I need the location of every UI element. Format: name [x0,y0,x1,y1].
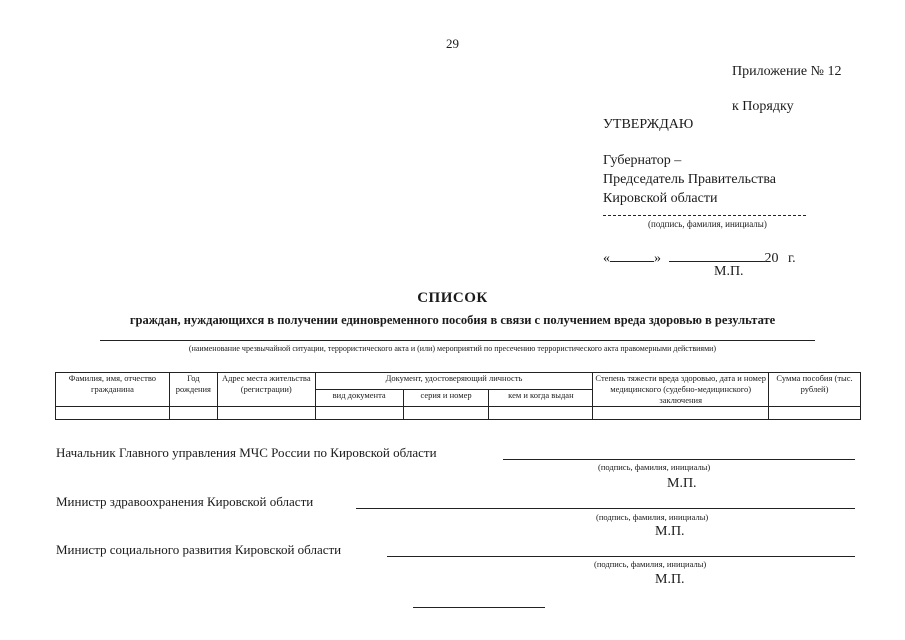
signature-stamp: М.П. [655,524,685,539]
appendix-reference: к Порядку [732,99,794,114]
event-caption: (наименование чрезвычайной ситуации, террористического акта и (или) мероприятий по пресечению террористического акта правомерными действиями) [188,344,717,353]
end-of-document-line [413,607,545,608]
signature-stamp: М.П. [655,572,685,587]
signatory-title: Начальник Главного управления МЧС России по Кировской области [56,445,437,460]
approver-position-line: Кировской области [603,191,718,206]
table-cell [769,407,861,420]
approver-position-line: Председатель Правительства [603,172,776,187]
column-header-doc-series: серия и номер [403,390,489,407]
signature-line [387,556,855,557]
signatory-title: Министр социального развития Кировской области [56,542,342,557]
signature-stamp: М.П. [667,476,697,491]
table-cell [217,407,315,420]
approver-position-line: Губернатор – [603,153,682,168]
signatory-title: Министр здравоохранения Кировской области [56,494,314,509]
signature-caption: (подпись, фамилия, инициалы) [598,462,711,472]
document-subtitle: граждан, нуждающихся в получении единовременного пособия в связи с получением вреда здоровью в результате [129,313,776,327]
approval-date [603,249,796,267]
table-cell [403,407,489,420]
event-fill-line [100,340,815,341]
approver-position [603,151,776,208]
date-quote-open: « [603,251,610,266]
table-cell [593,407,769,420]
approver-signature-caption: (подпись, фамилия, инициалы) [648,219,767,229]
date-year: 20 [764,251,779,266]
table-cell [56,407,170,420]
date-day-blank [610,249,654,262]
page-number: 29 [446,36,459,51]
column-header-birth-year: Год рождения [169,373,217,407]
column-header-address: Адрес места жительства (регистрации) [217,373,315,407]
column-header-doc-type: вид документа [315,390,403,407]
appendix-number: Приложение № 12 [732,64,842,79]
table-row [56,407,861,420]
column-header-doc-issued: кем и когда выдан [489,390,593,407]
date-quote-close: » [654,251,661,266]
citizens-table [55,372,861,420]
signature-caption: (подпись, фамилия, инициалы) [596,512,709,522]
signature-line [356,508,855,509]
column-header-amount: Сумма пособия (тыс. рублей) [769,373,861,407]
signature-caption: (подпись, фамилия, инициалы) [594,559,707,569]
column-header-identity-document: Документ, удостоверяющий личность [315,373,593,390]
table-cell [489,407,593,420]
document-title: СПИСОК [417,290,488,306]
approval-heading: УТВЕРЖДАЮ [603,117,694,132]
signature-line [503,459,855,460]
date-suffix: г. [788,251,796,266]
approver-signature-line [603,215,806,216]
column-header-name: Фамилия, имя, отчество гражданина [56,373,170,407]
date-month-blank [669,249,765,262]
table-cell [169,407,217,420]
column-header-severity: Степень тяжести вреда здоровью, дата и номер медицинского (судебно-медицинского) заключения [593,373,769,407]
approval-stamp: М.П. [714,264,744,279]
table-cell [315,407,403,420]
